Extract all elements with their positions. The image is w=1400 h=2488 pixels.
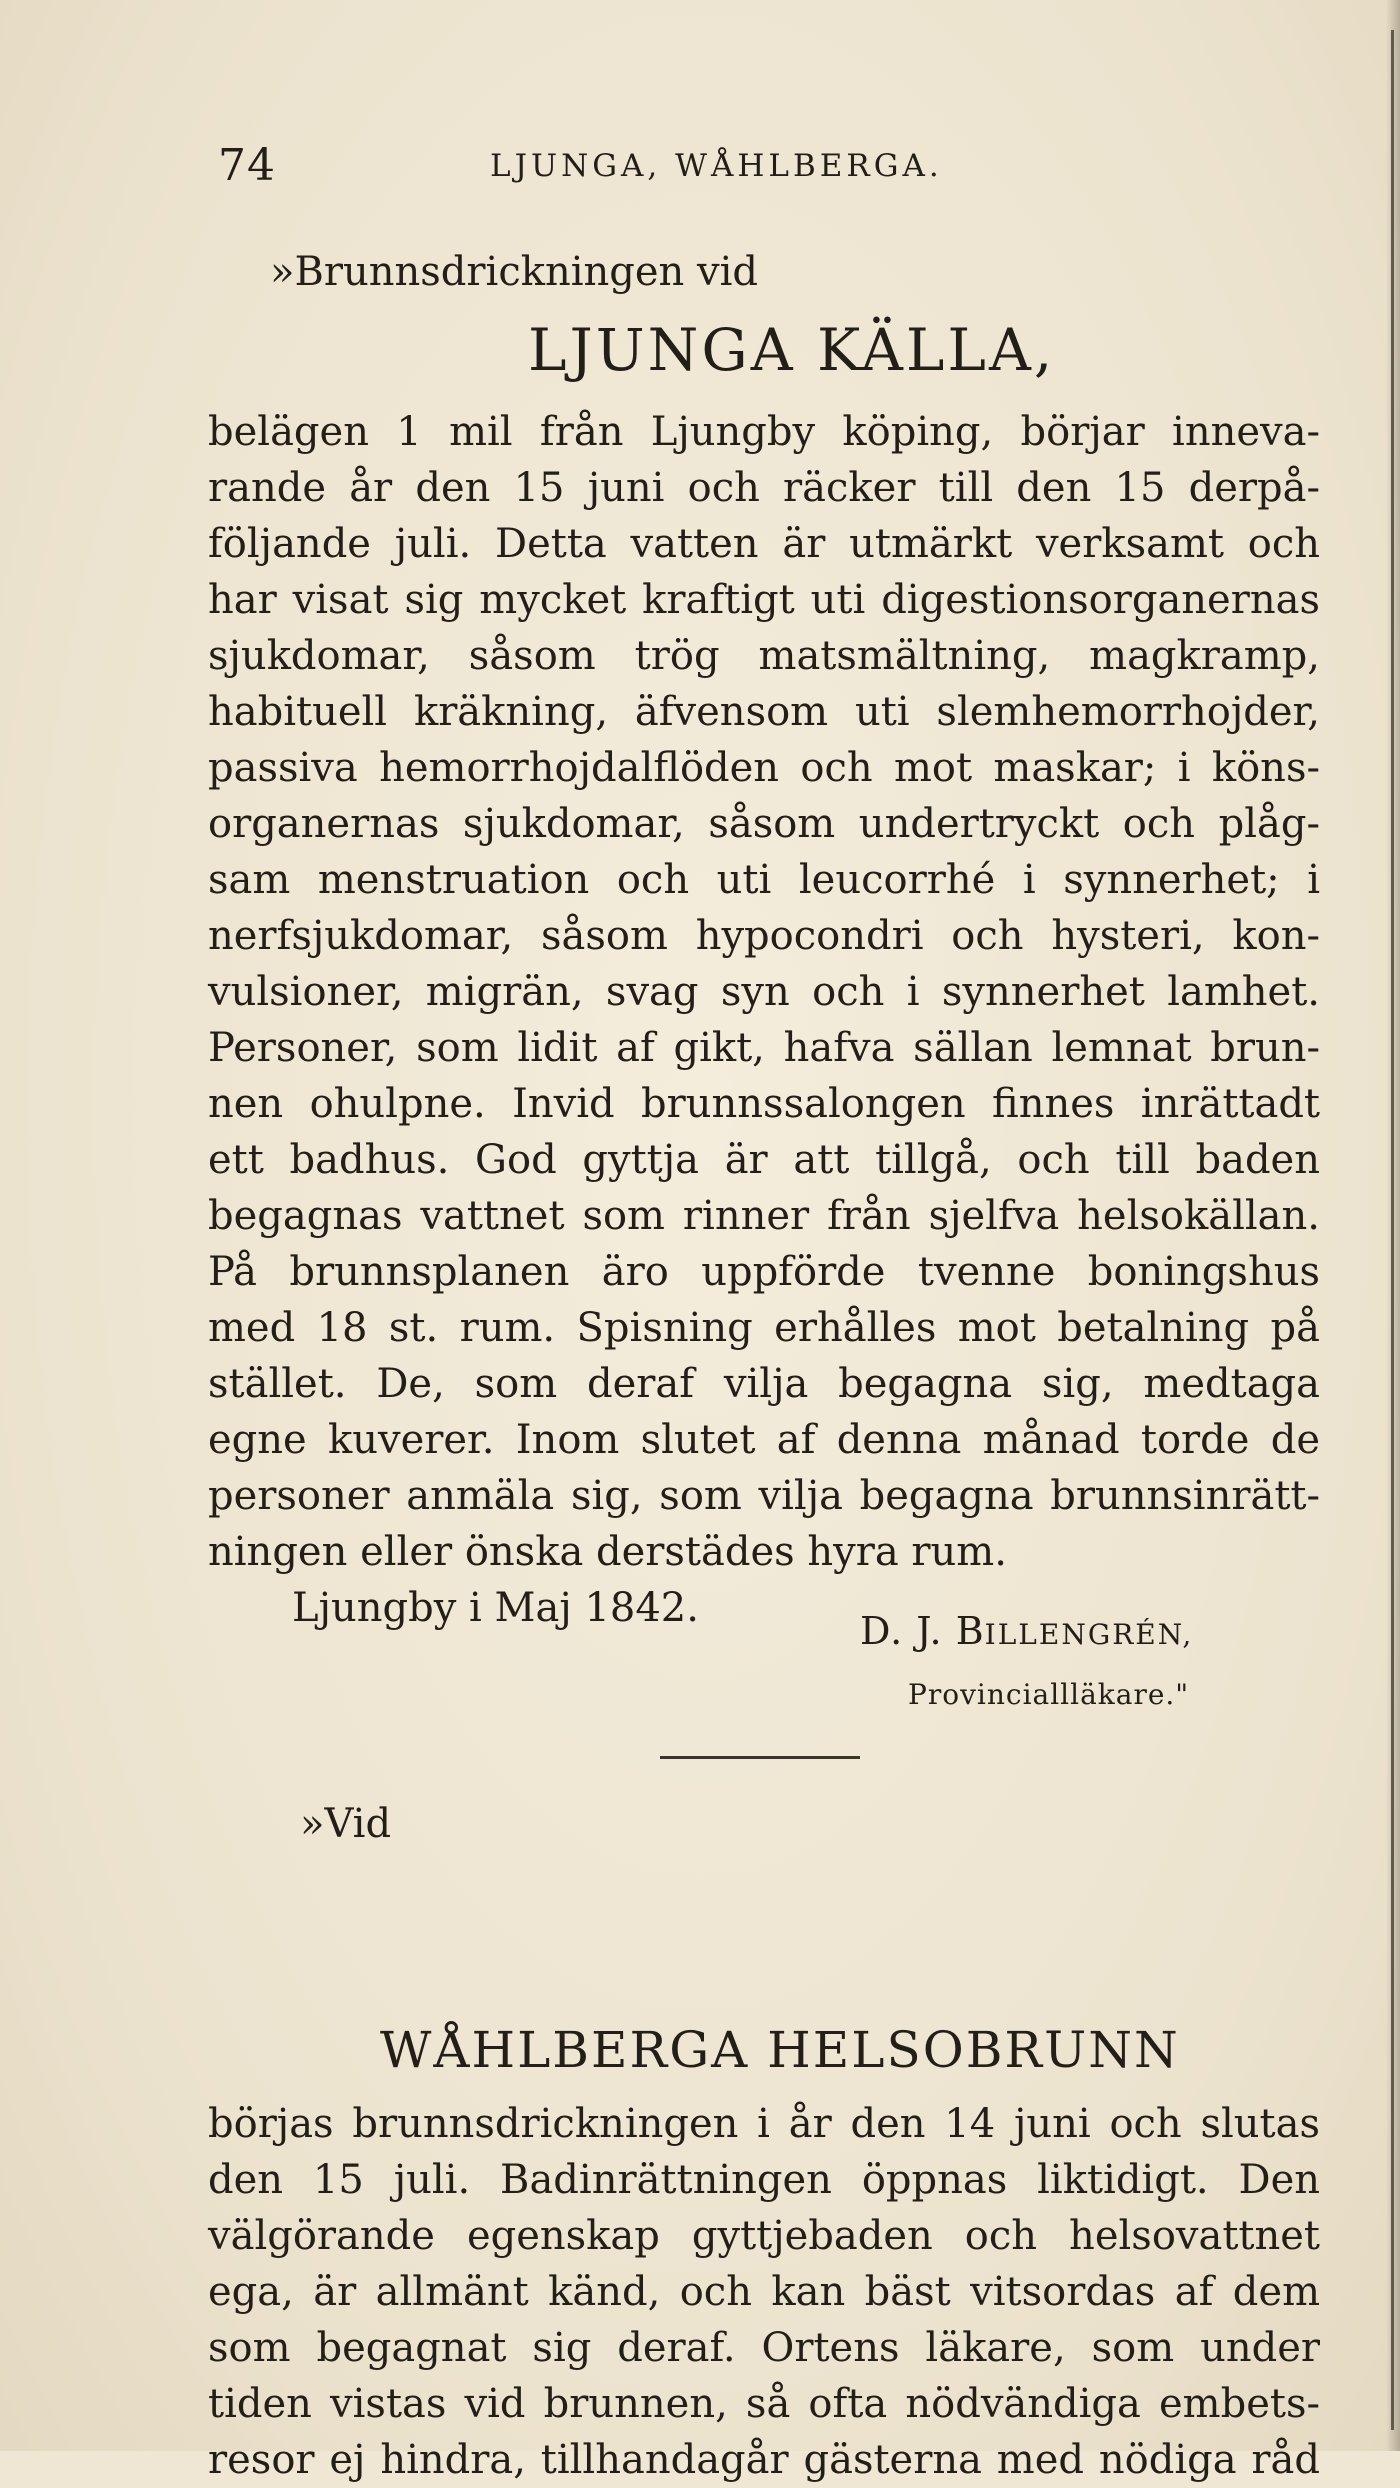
- notice2-line: den 15 juli. Badinrättningen öppnas liktidigt. Den: [208, 2157, 1320, 2203]
- notice1-line: Personer, som lidit af gikt, hafva sällan lemnat brun-: [208, 1025, 1320, 1071]
- notice1-line: vulsioner, migrän, svag syn och i synnerhet lamhet.: [208, 969, 1320, 1015]
- notice1-line: belägen 1 mil från Ljungby köping, börjar inneva-: [208, 409, 1320, 455]
- notice1-line: passiva hemorrhojdalflöden och mot maskar; i köns-: [208, 745, 1320, 791]
- notice1-line: sam menstruation och uti leucorrhé i synnerhet; i: [208, 857, 1320, 903]
- notice1-line: har visat sig mycket kraftigt uti digestionsorganernas: [208, 577, 1320, 623]
- notice1-line-last: ningen eller önska derstädes hyra rum.: [208, 1529, 1007, 1575]
- notice1-line: På brunnsplanen äro uppförde tvenne boningshus: [208, 1249, 1320, 1295]
- notice1-line: följande juli. Detta vatten är utmärkt verksamt och: [208, 521, 1320, 567]
- signature-surname: ILLENGRÉN,: [984, 1618, 1194, 1651]
- dateline: Ljungby i Maj 1842.: [292, 1585, 699, 1631]
- signature-initials: D. J. B: [860, 1609, 985, 1653]
- notice2-line: resor ej hindra, tillhandagår gästerna med nödiga råd: [208, 2437, 1320, 2483]
- notice1-line: nen ohulpne. Invid brunnssalongen finnes inrättadt: [208, 1081, 1320, 1127]
- notice1-line: med 18 st. rum. Spisning erhålles mot betalning på: [208, 1305, 1320, 1351]
- notice2-line: tiden vistas vid brunnen, så ofta nödvändiga embets-: [208, 2381, 1320, 2427]
- signature-title: Provinciallläkare.": [908, 1678, 1190, 1711]
- notice1-intro: »Brunnsdrickningen vid: [270, 249, 759, 295]
- notice2-line: välgörande egenskap gyttjebaden och helsovattnet: [208, 2213, 1320, 2259]
- notice2-line: som begagnat sig deraf. Ortens läkare, som under: [208, 2325, 1320, 2371]
- notice1-line: personer anmäla sig, som vilja begagna brunnsinrätt-: [208, 1473, 1320, 1519]
- page-edge-line: [1391, 30, 1394, 2430]
- notice1-heading: LJUNGA KÄLLA,: [528, 316, 1056, 384]
- page-number: 74: [218, 140, 276, 191]
- section-divider: [660, 1756, 860, 1759]
- running-head: [170, 140, 1170, 200]
- notice1-line: rande år den 15 juni och räcker till den 15 derpå-: [208, 465, 1320, 511]
- notice2-line: börjas brunnsdrickningen i år den 14 juni och slutas: [208, 2101, 1320, 2147]
- notice2-intro: »Vid: [300, 1801, 392, 1847]
- notice1-line: nerfsjukdomar, såsom hypocondri och hysteri, kon-: [208, 913, 1320, 959]
- notice1-line: stället. De, som deraf vilja begagna sig, medtaga: [208, 1361, 1320, 1407]
- notice1-line: habituell kräkning, äfvensom uti slemhemorrhojder,: [208, 689, 1320, 735]
- notice1-line: egne kuverer. Inom slutet af denna månad torde de: [208, 1417, 1320, 1463]
- notice1-line: organernas sjukdomar, såsom undertryckt och plåg-: [208, 801, 1320, 847]
- notice1-line: sjukdomar, såsom trög matsmältning, magkramp,: [208, 633, 1320, 679]
- notice2-line: ega, är allmänt känd, och kan bäst vitsordas af dem: [208, 2269, 1320, 2315]
- running-head-title: LJUNGA, WÅHLBERGA.: [490, 148, 943, 184]
- notice1-line: ett badhus. God gyttja är att tillgå, och till baden: [208, 1137, 1320, 1183]
- notice1-line: begagnas vattnet som rinner från sjelfva helsokällan.: [208, 1193, 1320, 1239]
- signature: [860, 1603, 1193, 1663]
- notice2-heading: WÅHLBERGA HELSOBRUNN: [380, 2021, 1180, 2079]
